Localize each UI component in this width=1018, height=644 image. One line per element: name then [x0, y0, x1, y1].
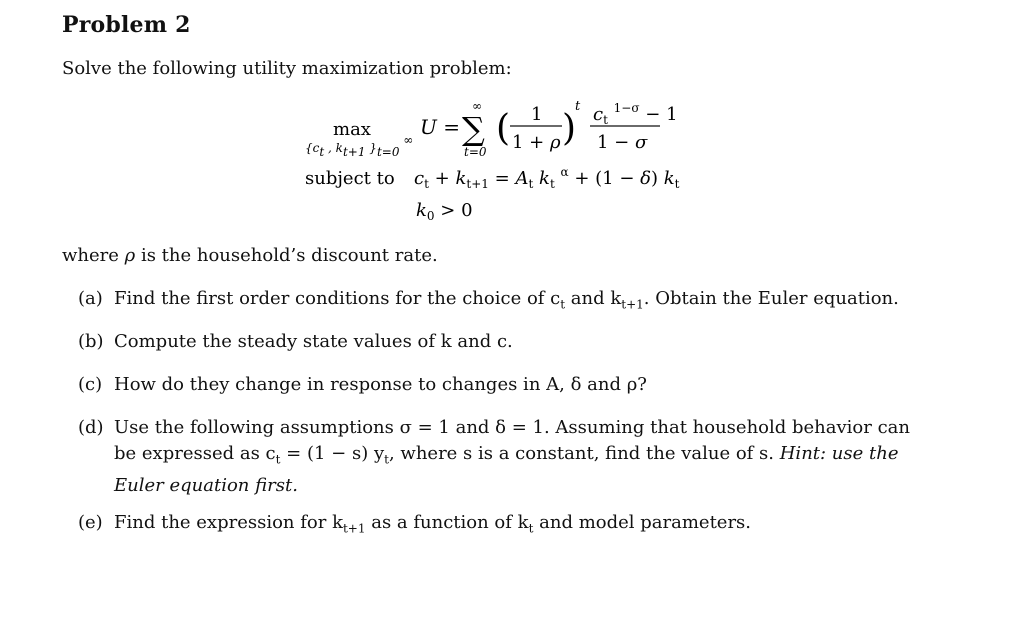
max-operator: max: [333, 119, 371, 140]
question-text: Use the following assumptions σ = 1 and δ = 1. Assuming that household behavior can be expressed as $c_t = (1 - s)$ $y_t$, where s is a constant, find the value of s. Hint: use the Euler equation first.: [114, 417, 910, 496]
initial-capital-constraint: $k_0 > 0$: [416, 200, 473, 223]
crra-numerator: $c_t$ $^{1-\sigma}$ − 1: [593, 101, 678, 127]
question-label: (b): [78, 331, 104, 352]
question-text: Find the first order conditions for the choice of $c_t$ and $k_{t+1}$. Obtain the Euler equation.: [114, 288, 899, 312]
budget-constraint: $c_t + k_{t+1} = A_t$ $k_t$ $^\alpha$ + (1 − δ) $k_t$: [414, 165, 680, 191]
question-label: (c): [78, 374, 103, 395]
optimization-problem: [0, 0, 1018, 230]
question-label: (a): [78, 288, 103, 309]
utility-lhs: U =: [420, 115, 460, 139]
sum-lower-limit: t=0: [464, 145, 487, 159]
discount-rate-note: where ρ is the household’s discount rate.: [62, 245, 438, 266]
right-paren: ): [562, 108, 577, 149]
sum-symbol: ∑: [462, 110, 485, 148]
question-text: Compute the steady state values of k and c.: [114, 331, 513, 352]
problem-intro: Solve the following utility maximization problem:: [62, 58, 512, 79]
max-subscript: {ct , kt+1 }t=0 ∞: [305, 133, 414, 159]
subject-to-label: subject to: [305, 168, 395, 189]
discount-numerator: 1: [531, 104, 543, 125]
left-paren: (: [496, 108, 511, 149]
crra-denominator: 1 − σ: [597, 132, 648, 153]
discount-denominator: 1 + ρ: [512, 132, 561, 153]
question-label: (e): [78, 512, 103, 533]
question-text: Find the expression for $k_{t+1}$ as a function of $k_t$ and model parameters.: [114, 512, 752, 536]
problem-title: Problem 2: [62, 12, 191, 38]
discount-exponent: t: [575, 99, 581, 114]
sum-upper-limit: ∞: [472, 99, 482, 113]
question-label: (d): [78, 417, 104, 438]
question-text: How do they change in response to changes in A, δ and ρ?: [114, 374, 647, 395]
